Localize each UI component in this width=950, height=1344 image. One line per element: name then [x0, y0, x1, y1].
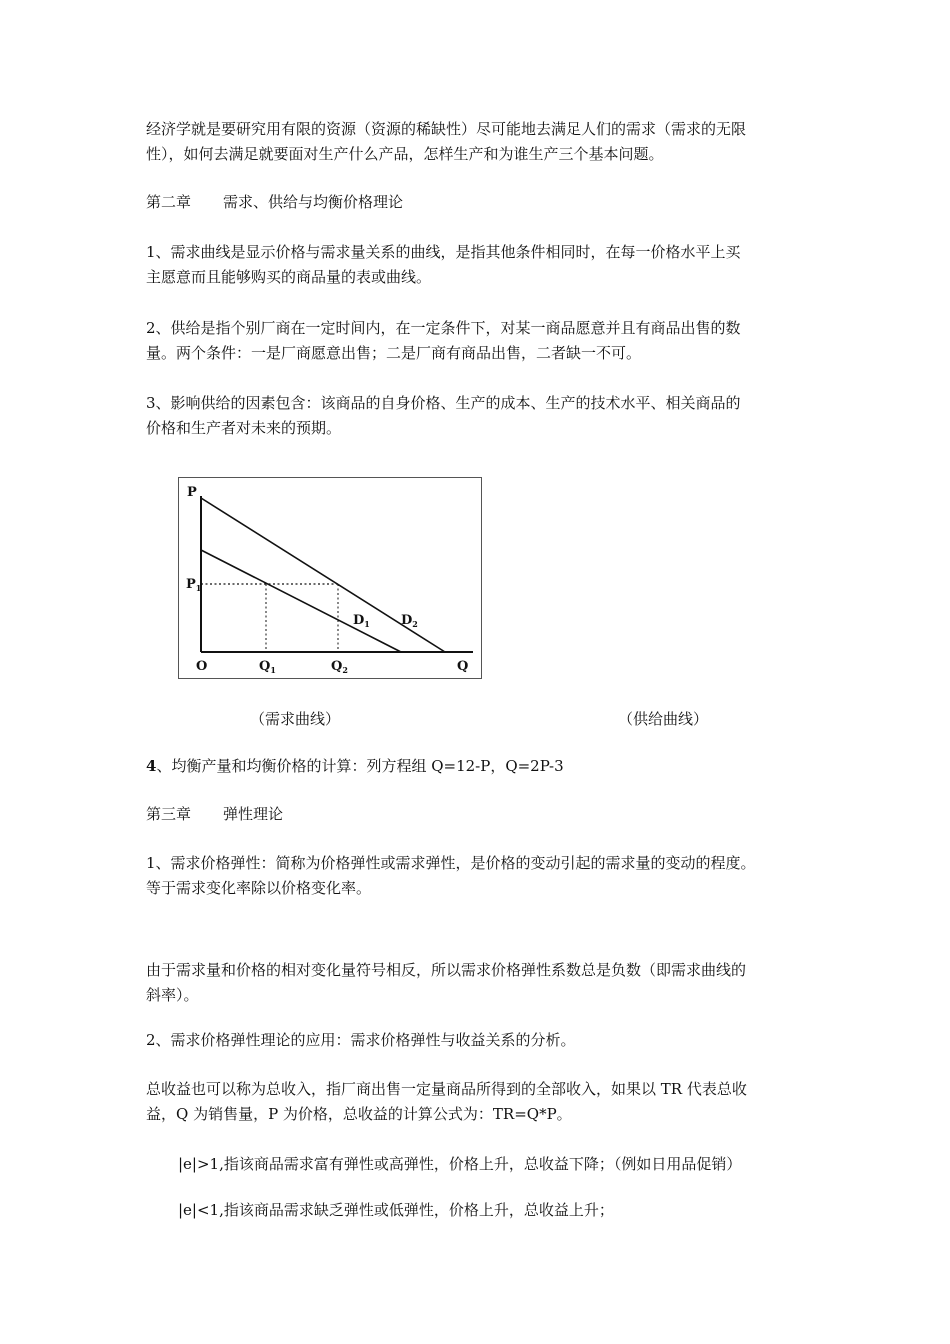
- sign-note-line-1: 由于需求量和价格的相对变化量符号相反，所以需求价格弹性系数总是负数（即需求曲线的: [146, 961, 747, 979]
- curve-label-d1: $D_1$: [353, 613, 370, 629]
- chapter-3-heading: [146, 802, 816, 827]
- curve-label-d2: $D_2$: [401, 613, 418, 629]
- item-2-line-2: 量。两个条件：一是厂商愿意出售；二是厂商有商品出售，二者缺一不可。: [146, 344, 642, 362]
- case-low-elasticity-text: |e|<1,指该商品需求缺乏弹性或低弹性，价格上升，总收益上升；: [178, 1201, 614, 1219]
- intro-paragraph: [146, 117, 816, 167]
- case-high-elasticity-text: |e|>1,指该商品需求富有弹性或高弹性，价格上升，总收益下降；（例如日用品促销）: [178, 1155, 742, 1173]
- elasticity-1-line-2: 等于需求变化率除以价格变化率。: [146, 879, 372, 897]
- demand-curve-svg: [179, 478, 481, 678]
- axis-label-q1: $Q_1$: [259, 659, 276, 675]
- intro-line-2: 性），如何去满足就要面对生产什么产品，怎样生产和为谁生产三个基本问题。: [146, 145, 664, 163]
- item-1-line-1: 1、需求曲线是显示价格与需求量关系的曲线，是指其他条件相同时，在每一价格水平上买: [146, 243, 741, 261]
- elasticity-1-paragraph: [146, 851, 816, 901]
- chapter-2-title: 需求、供给与均衡价格理论: [223, 193, 404, 211]
- item-3-line-2: 价格和生产者对未来的预期。: [146, 419, 342, 437]
- axis-label-p1: $P_1$: [186, 577, 202, 593]
- elasticity-1-line-1: 1、需求价格弹性：简称为价格弹性或需求弹性，是价格的变动引起的需求量的变动的程度。: [146, 854, 756, 872]
- revenue-line-2: 益，Q 为销售量，P 为价格，总收益的计算公式为：TR=Q*P。: [146, 1105, 572, 1123]
- demand-curve-d1: [201, 550, 401, 652]
- chapter-2-number: 第二章: [146, 193, 192, 211]
- item-4-text: 、均衡产量和均衡价格的计算：列方程组 Q=12-P，Q=2P-3: [156, 757, 564, 775]
- case-low-elasticity: [178, 1198, 818, 1223]
- case-high-elasticity: [178, 1152, 818, 1177]
- intro-line-1: 经济学就是要研究用有限的资源（资源的稀缺性）尽可能地去满足人们的需求（需求的无限: [146, 120, 747, 138]
- revenue-paragraph: [146, 1077, 816, 1127]
- chapter-2-heading: [146, 190, 816, 215]
- item-4-number: 4: [146, 757, 157, 775]
- sign-note-paragraph: [146, 958, 816, 1008]
- axis-label-p: P: [187, 485, 197, 500]
- item-4-paragraph: [146, 754, 816, 779]
- axis-label-q: Q: [457, 659, 469, 674]
- item-2-line-1: 2、供给是指个别厂商在一定时间内，在一定条件下，对某一商品愿意并且有商品出售的数: [146, 319, 741, 337]
- item-1-paragraph: [146, 240, 816, 290]
- revenue-line-1: 总收益也可以称为总收入，指厂商出售一定量商品所得到的全部收入，如果以 TR 代表总收: [146, 1080, 747, 1098]
- item-3-paragraph: [146, 391, 816, 441]
- axis-label-q2: $Q_2$: [331, 659, 348, 675]
- item-2-paragraph: [146, 316, 816, 366]
- axis-label-origin: O: [196, 659, 208, 674]
- sign-note-line-2: 斜率）。: [146, 986, 199, 1004]
- supply-curve-caption: （供给曲线）: [618, 710, 709, 728]
- demand-curve-d2: [201, 498, 445, 652]
- chapter-3-title: 弹性理论: [223, 805, 284, 823]
- demand-curve-figure: [178, 477, 482, 679]
- demand-curve-caption: （需求曲线）: [250, 710, 341, 728]
- elasticity-2-paragraph: [146, 1028, 816, 1053]
- elasticity-2-text: 2、需求价格弹性理论的应用：需求价格弹性与收益关系的分析。: [146, 1031, 576, 1049]
- item-3-line-1: 3、影响供给的因素包含：该商品的自身价格、生产的成本、生产的技术水平、相关商品的: [146, 394, 741, 412]
- chapter-3-number: 第三章: [146, 805, 192, 823]
- item-1-line-2: 主愿意而且能够购买的商品量的表或曲线。: [146, 268, 432, 286]
